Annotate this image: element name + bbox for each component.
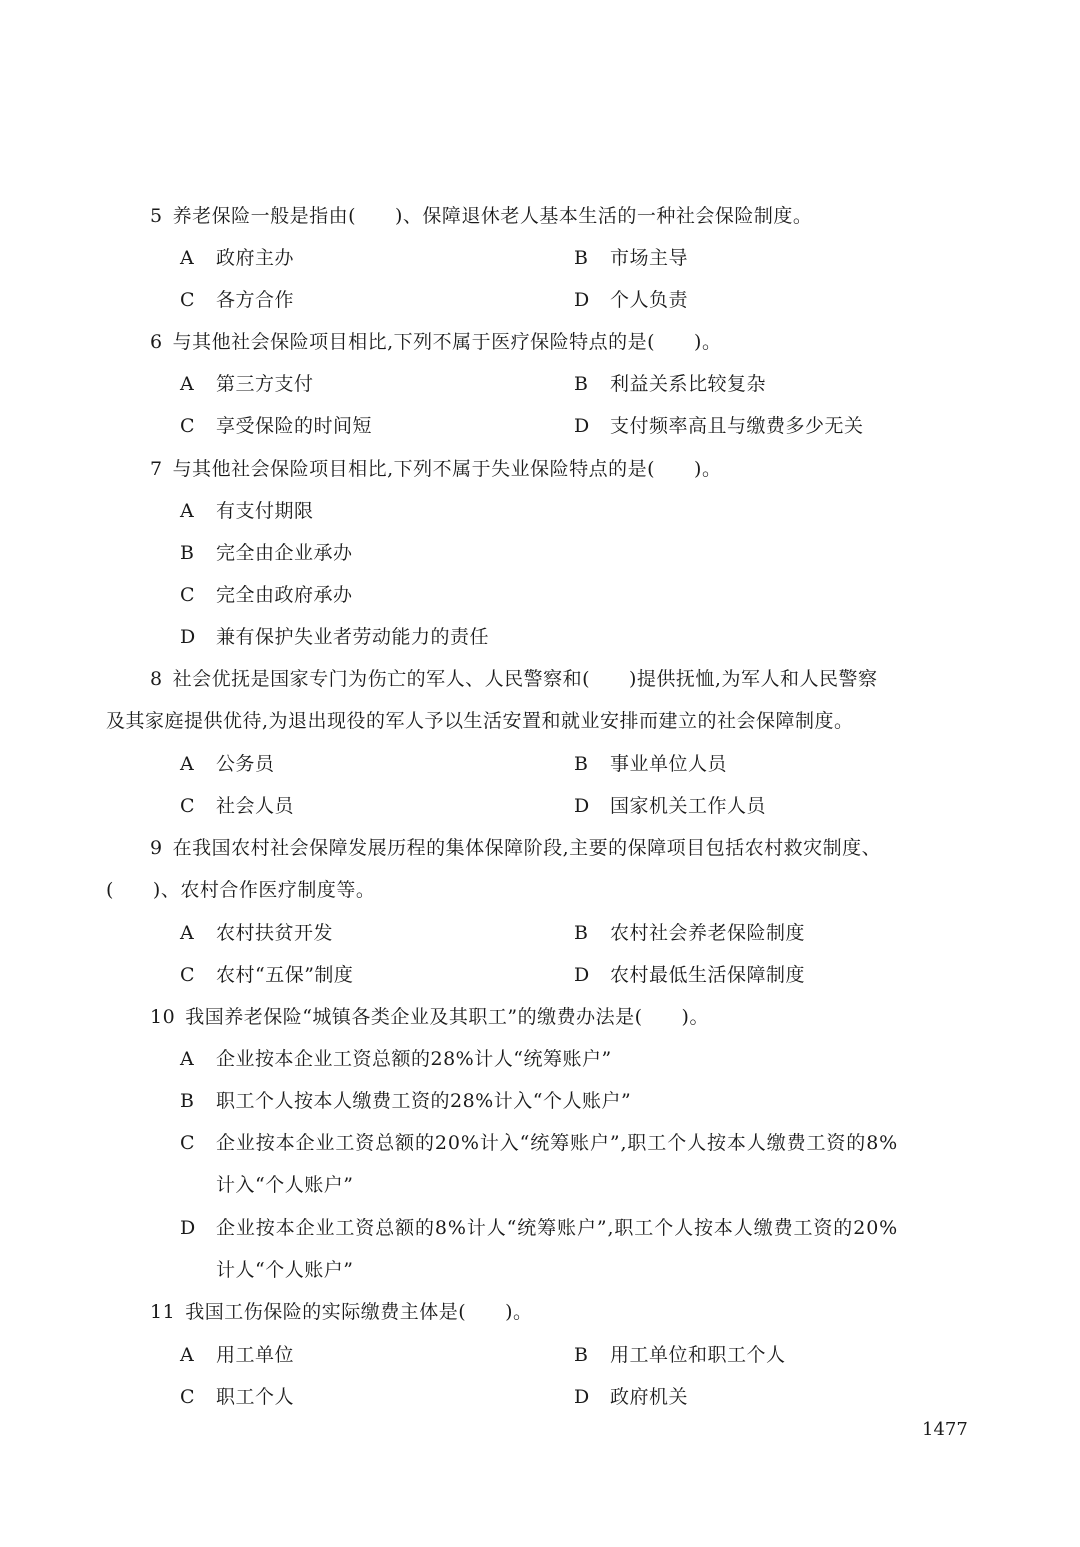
option-text: 企业按本企业工资总额的8%计人“统筹账户”,职工个人按本人缴费工资的20% — [216, 1217, 899, 1239]
question-stem-text: 我国工伤保险的实际缴费主体是( )。 — [185, 1301, 533, 1323]
question-stem-text: 社会优抚是国家专门为伤亡的军人、人民警察和( )提供抚恤,为军人和人民警察 — [172, 668, 878, 690]
question-stem — [150, 203, 812, 229]
option-letter: B — [574, 373, 589, 395]
option-text: 享受保险的时间短 — [216, 415, 373, 437]
option-text: 兼有保护失业者劳动能力的责任 — [216, 626, 490, 648]
option-item — [574, 371, 766, 397]
option-text: 政府机关 — [610, 1386, 689, 1408]
option-item — [180, 624, 489, 650]
option-text: 国家机关工作人员 — [610, 795, 767, 817]
option-item — [574, 920, 805, 946]
option-item — [180, 1088, 631, 1114]
option-text: 支付频率高且与缴费多少无关 — [610, 415, 864, 437]
question-stem-text: 养老保险一般是指由( )、保障退休老人基本生活的一种社会保险制度。 — [172, 205, 813, 227]
option-continuation: 计入“个人账户” — [216, 1174, 354, 1196]
option-letter: B — [574, 922, 589, 944]
question-stem-text: 我国养老保险“城镇各类企业及其职工”的缴费办法是( )。 — [185, 1006, 709, 1028]
option-letter: C — [180, 584, 196, 606]
question-stem-text: 在我国农村社会保障发展历程的集体保障阶段,主要的保障项目包括农村救灾制度、 — [172, 837, 882, 859]
option-letter: A — [180, 247, 195, 269]
option-letter: B — [180, 1090, 195, 1112]
option-item — [180, 371, 314, 397]
option-item — [180, 1130, 898, 1156]
option-letter: D — [574, 795, 590, 817]
option-item — [180, 962, 353, 988]
option-text: 利益关系比较复杂 — [610, 373, 767, 395]
question-stem-continuation: ( )、农村合作医疗制度等。 — [106, 879, 376, 901]
option-letter: D — [180, 1217, 197, 1239]
option-letter: D — [574, 964, 590, 986]
option-text: 有支付期限 — [216, 500, 314, 522]
option-letter: A — [180, 1344, 195, 1366]
option-text: 农村扶贫开发 — [216, 922, 334, 944]
question-stem — [150, 835, 881, 861]
option-letter: A — [180, 500, 195, 522]
option-item — [180, 1046, 612, 1072]
option-letter: C — [180, 795, 196, 817]
question-stem — [150, 1004, 709, 1030]
option-item — [180, 540, 353, 566]
option-letter: D — [574, 289, 590, 311]
option-item — [574, 1342, 786, 1368]
option-letter: A — [180, 753, 195, 775]
question-stem-continuation: 及其家庭提供优待,为退出现役的军人予以生活安置和就业安排而建立的社会保障制度。 — [106, 710, 854, 732]
question-stem — [150, 666, 877, 692]
option-letter: A — [180, 1048, 195, 1070]
option-item — [180, 413, 372, 439]
question-stem-text: 与其他社会保险项目相比,下列不属于失业保险特点的是( )。 — [172, 458, 722, 480]
option-text: 职工个人按本人缴费工资的28%计入“个人账户” — [216, 1090, 632, 1112]
option-text: 政府主办 — [216, 247, 295, 269]
option-item — [180, 920, 333, 946]
option-continuation: 计人“个人账户” — [216, 1259, 354, 1281]
option-text: 事业单位人员 — [610, 753, 728, 775]
option-item — [180, 245, 294, 271]
option-item — [180, 1384, 294, 1410]
question-stem-text: 与其他社会保险项目相比,下列不属于医疗保险特点的是( )。 — [172, 331, 722, 353]
option-text: 农村社会养老保险制度 — [610, 922, 806, 944]
option-letter: C — [180, 415, 196, 437]
option-letter: C — [180, 964, 196, 986]
option-letter: B — [180, 542, 195, 564]
option-text: 社会人员 — [216, 795, 295, 817]
option-text: 完全由政府承办 — [216, 584, 353, 606]
option-text: 完全由企业承办 — [216, 542, 353, 564]
option-item — [574, 413, 864, 439]
option-item — [180, 1215, 898, 1241]
option-text: 企业按本企业工资总额的20%计入“统筹账户”,职工个人按本人缴费工资的8% — [216, 1132, 899, 1154]
option-letter: A — [180, 922, 195, 944]
option-item — [574, 751, 727, 777]
option-item — [574, 962, 805, 988]
page-number: 1477 — [922, 1419, 968, 1440]
option-text: 公务员 — [216, 753, 275, 775]
question-number: 11 — [150, 1301, 176, 1323]
option-item — [180, 498, 314, 524]
option-text: 用工单位 — [216, 1344, 295, 1366]
question-number: 9 — [150, 837, 163, 859]
option-letter: B — [574, 247, 589, 269]
option-letter: C — [180, 1132, 196, 1154]
option-item — [180, 793, 294, 819]
option-letter: C — [180, 1386, 196, 1408]
option-text: 各方合作 — [216, 289, 295, 311]
option-item — [180, 1342, 294, 1368]
option-text: 企业按本企业工资总额的28%计人“统筹账户” — [216, 1048, 612, 1070]
option-text: 农村“五保”制度 — [216, 964, 354, 986]
question-number: 10 — [150, 1006, 176, 1028]
option-text: 用工单位和职工个人 — [610, 1344, 786, 1366]
option-text: 农村最低生活保障制度 — [610, 964, 806, 986]
option-text: 个人负责 — [610, 289, 689, 311]
question-number: 5 — [150, 205, 163, 227]
option-letter: D — [574, 1386, 590, 1408]
option-item — [574, 245, 688, 271]
question-number: 6 — [150, 331, 163, 353]
option-item — [180, 582, 353, 608]
question-stem — [150, 456, 721, 482]
option-text: 职工个人 — [216, 1386, 295, 1408]
question-number: 7 — [150, 458, 163, 480]
option-letter: C — [180, 289, 196, 311]
option-item — [180, 751, 275, 777]
question-stem — [150, 1299, 533, 1325]
option-letter: D — [574, 415, 590, 437]
option-text: 第三方支付 — [216, 373, 314, 395]
option-item — [574, 793, 766, 819]
option-item — [574, 287, 688, 313]
option-text: 市场主导 — [610, 247, 689, 269]
option-letter: A — [180, 373, 195, 395]
option-letter: B — [574, 1344, 589, 1366]
option-item — [180, 287, 294, 313]
option-item — [574, 1384, 688, 1410]
question-stem — [150, 329, 721, 355]
option-letter: B — [574, 753, 589, 775]
option-letter: D — [180, 626, 196, 648]
question-number: 8 — [150, 668, 163, 690]
